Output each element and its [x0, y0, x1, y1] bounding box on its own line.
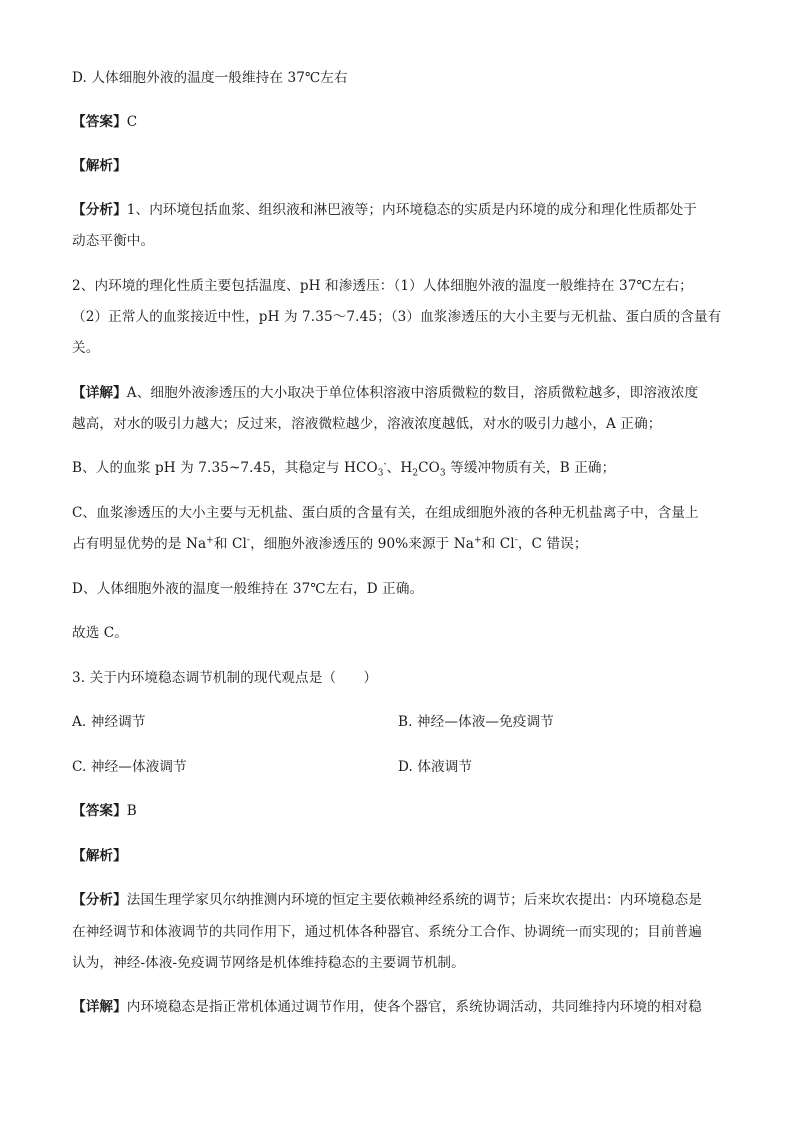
point-2-line-c: 关。 — [72, 340, 100, 356]
xiangjie-1-line-a — [72, 383, 698, 403]
b-sub-2: 2 — [412, 468, 419, 479]
xiangjie-text-2: 内环境稳态是指正常机体通过调节作用，使各个器官，系统协调活动，共同维持内环境的相对稳 — [126, 999, 702, 1015]
xiangjie-tag: 【详解】 — [72, 385, 127, 401]
fenxi-1-line-a — [72, 200, 697, 220]
c-sup-4: - — [514, 535, 518, 546]
b-text-1: B、人的血浆 pH 为 7.35~7.45，其稳定与 HCO — [72, 460, 378, 476]
answer-value-2: B — [126, 803, 137, 819]
c-sup-1: + — [206, 535, 214, 546]
xiangjie-tag-2: 【详解】 — [72, 999, 127, 1015]
fenxi-text: 1、内环境包括血浆、组织液和淋巴液等；内环境稳态的实质是内环境的成分和理化性质都处于 — [126, 202, 697, 218]
analysis-heading-2: 【解析】 — [72, 848, 127, 864]
fenxi-2-line-a — [72, 890, 702, 910]
b-sub-1: 3 — [377, 468, 384, 479]
question-3: 3. 关于内环境稳态调节机制的现代观点是（ ） — [72, 670, 378, 686]
option-a: A. 神经调节 — [72, 714, 146, 730]
option-c: C. 神经—体液调节 — [72, 759, 187, 775]
point-c-line-a: C、血浆渗透压的大小主要与无机盐、蛋白质的含量有关，在组成细胞外液的各种无机盐离子中，含量上 — [72, 505, 699, 521]
c-text-3: ，细胞外液渗透压的 90%来源于 Na — [250, 536, 474, 552]
fenxi-tag-2: 【分析】 — [72, 892, 127, 908]
c-text-1: 占有明显优势的是 Na — [72, 536, 207, 552]
c-sup-3: + — [473, 535, 482, 546]
point-2-line-b: （2）正常人的血浆接近中性，pH 为 7.35～7.45；（3）血浆渗透压的大小主要与无机盐、蛋白质的含量有 — [72, 309, 722, 325]
point-c-line-b — [72, 534, 588, 554]
b-text-3: CO — [418, 460, 440, 476]
point-b-line — [72, 458, 615, 478]
answer-1 — [72, 112, 137, 132]
fenxi-2-line-b: 在神经调节和体液调节的共同作用下，通过机体各种器官、系统分工合作、协调统一而实现的；目前普遍 — [72, 924, 702, 940]
b-sub-3: 3 — [439, 468, 446, 479]
analysis-heading-1: 【解析】 — [72, 158, 127, 174]
b-sup-1: - — [383, 459, 387, 470]
fenxi-tag: 【分析】 — [72, 202, 127, 218]
fenxi-1-line-b: 动态平衡中。 — [72, 233, 155, 249]
fenxi-text-2: 法国生理学家贝尔纳推测内环境的恒定主要依赖神经系统的调节；后来坎农提出：内环境稳态是 — [126, 892, 702, 908]
options-row-2 — [72, 757, 722, 777]
fenxi-2-line-c: 认为，神经-体液-免疫调节网络是机体维持稳态的主要调节机制。 — [72, 955, 465, 971]
c-sup-2: - — [246, 535, 251, 546]
option-d-line: D. 人体细胞外液的温度一般维持在 37℃左右 — [72, 70, 348, 86]
point-2-line-a: 2、内环境的理化性质主要包括温度、pH 和渗透压：（1）人体细胞外液的温度一般维持在 37℃左右； — [72, 278, 693, 294]
conclusion-line: 故选 C。 — [72, 625, 129, 641]
answer-tag-2: 【答案】 — [72, 803, 127, 819]
answer-value: C — [126, 114, 138, 130]
xiangjie-text: A、细胞外液渗透压的大小取决于单位体积溶液中溶质微粒的数目，溶质微粒越多，即溶液浓度 — [126, 385, 699, 401]
c-text-4: 和 Cl — [481, 536, 515, 552]
xiangjie-2-line-a — [72, 997, 702, 1017]
option-d: D. 体液调节 — [398, 759, 473, 775]
b-text-4: 等缓冲物质有关，B 正确； — [445, 460, 616, 476]
xiangjie-1-line-b: 越高，对水的吸引力越大；反过来，溶液微粒越少，溶液浓度越低，对水的吸引力越小，A 正确； — [72, 416, 662, 432]
answer-2 — [72, 801, 137, 821]
c-text-2: 和 Cl — [213, 536, 247, 552]
c-text-5: ，C 错误； — [517, 536, 588, 552]
answer-tag: 【答案】 — [72, 114, 127, 130]
options-row-1 — [72, 712, 722, 732]
point-d-line: D、人体细胞外液的温度一般维持在 37℃左右，D 正确。 — [72, 581, 424, 597]
b-text-2: 、H — [386, 460, 413, 476]
option-b: B. 神经—体液—免疫调节 — [398, 714, 554, 730]
